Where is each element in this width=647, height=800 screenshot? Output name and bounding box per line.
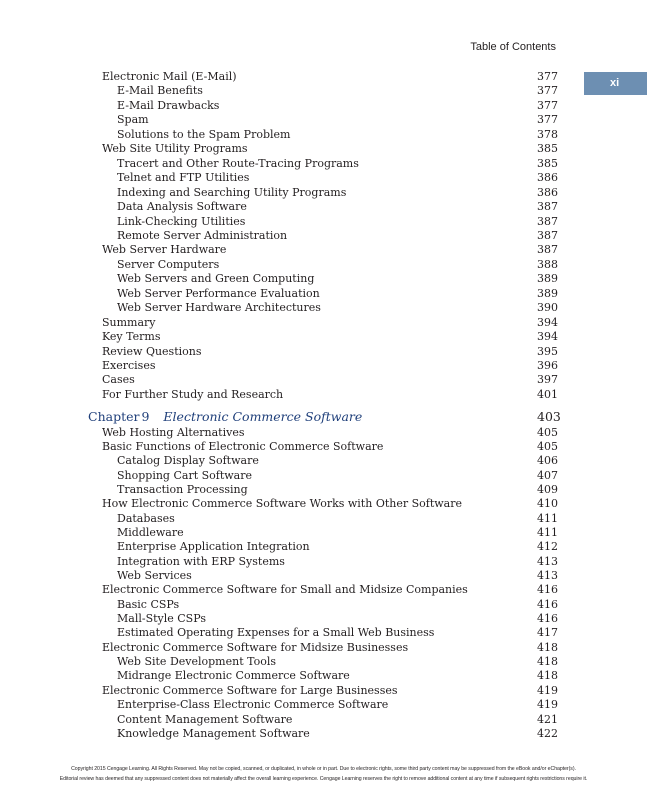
chapter-page: 403 (537, 409, 561, 424)
toc-entry-page: 390 (537, 301, 558, 315)
toc-entry-page: 394 (537, 315, 558, 329)
toc-entry-title: Web Services (117, 569, 192, 582)
toc-entry-title: Enterprise Application Integration (117, 540, 310, 554)
chapter-title-group (88, 409, 362, 425)
toc-entry-title: Key Terms (102, 330, 161, 344)
toc-entry-title: Web Hosting Alternatives (102, 425, 245, 439)
toc-entry-page: 405 (537, 439, 558, 453)
toc-entry-title: For Further Study and Research (102, 387, 284, 401)
chapter-title: Electronic Commerce Software (163, 409, 363, 424)
toc-entry-title: Basic Functions of Electronic Commerce Software (102, 439, 384, 453)
toc-entry-page: 416 (537, 583, 558, 597)
toc-entry-title: Enterprise-Class Electronic Commerce Software (117, 698, 389, 712)
chapter-label: Chapter (88, 409, 140, 424)
toc-entry-title: Middleware (117, 525, 184, 539)
toc-entry-title: Transaction Processing (117, 482, 248, 496)
toc-entry-page: 409 (537, 482, 558, 496)
toc-entry-title: E-Mail Drawbacks (117, 98, 220, 112)
toc-entry-page: 401 (537, 387, 558, 401)
toc-entry-page: 394 (537, 330, 558, 344)
toc-entry-page: 377 (537, 113, 558, 127)
toc-entry-page: 411 (537, 525, 558, 539)
toc-entry-page: 385 (537, 142, 558, 156)
toc-entry-page: 416 (537, 612, 558, 626)
toc-entry-title: Review Questions (102, 344, 202, 358)
toc-entry-page: 386 (537, 171, 558, 185)
toc-entry-page: 421 (537, 712, 558, 726)
toc-entry-page: 410 (537, 497, 558, 511)
toc-entry-title: Spam (117, 113, 149, 127)
toc-entry-page: 405 (537, 425, 558, 439)
toc-entry-page: 418 (537, 669, 558, 683)
toc-entry-title: Electronic Commerce Software for Small and Midsize Companies (102, 583, 468, 597)
toc-entry-title: Web Site Development Tools (117, 655, 277, 669)
toc-entry-page: 378 (537, 127, 558, 141)
toc-entry-title: Telnet and FTP Utilities (117, 171, 250, 185)
toc-entry-title: Data Analysis Software (117, 200, 247, 214)
toc-entry-page: 387 (537, 243, 558, 257)
copyright-line-2: Editorial review has deemed that any suppressed content does not materially affect the overall learning experience. Cengage Learning reserves the right to remove additional content at any time if subsequent rights restrictions require it. (59, 776, 588, 782)
toc-entry-page: 419 (537, 683, 558, 697)
toc-entry-title: Exercises (102, 359, 156, 372)
toc-entry-title: Summary (102, 315, 156, 329)
toc-entry-title: Indexing and Searching Utility Programs (117, 185, 347, 199)
toc-entry-page: 411 (537, 511, 558, 525)
toc-entry-title: How Electronic Commerce Software Works with Other Software (102, 497, 462, 511)
copyright-line-1: Copyright 2015 Cengage Learning. All Rights Reserved. May not be copied, scanned, or duplicated, in whole or in part. Due to electronic rights, some third party content may be suppressed from the eBook and/or eChapter(s). (71, 766, 576, 772)
toc-entry-title: Estimated Operating Expenses for a Small Web Business (117, 626, 435, 640)
toc-entry-page: 413 (537, 569, 558, 582)
toc-entry-title: Web Server Hardware (102, 243, 227, 257)
toc-entry-title: Midrange Electronic Commerce Software (117, 669, 350, 683)
toc-entry-page: 412 (537, 540, 558, 554)
toc-entry-title: Web Servers and Green Computing (117, 272, 315, 286)
toc-entry-page: 417 (537, 626, 558, 640)
toc-entry-page: 395 (537, 344, 558, 358)
toc-entry-title: Tracert and Other Route-Tracing Programs (117, 156, 359, 170)
toc-entry-page: 418 (537, 655, 558, 669)
toc-entry-title: Electronic Commerce Software for Midsize Businesses (102, 640, 409, 654)
toc-entry-page: 413 (537, 554, 558, 568)
toc-entry-page: 377 (537, 70, 558, 83)
toc-entry-title: E-Mail Benefits (117, 84, 203, 98)
toc-entry-page: 406 (537, 454, 558, 468)
toc-entry-title: Link-Checking Utilities (117, 214, 246, 228)
toc-entry-title: Cases (102, 373, 135, 387)
toc-entry-page: 389 (537, 286, 558, 300)
toc-entry-title: Remote Server Administration (117, 228, 288, 242)
toc-entry-title: Catalog Display Software (117, 454, 259, 468)
toc-entry-page: 389 (537, 272, 558, 286)
toc-entry-title: Mall-Style CSPs (117, 612, 206, 626)
running-head-title: Table of Contents (470, 41, 556, 53)
toc-entry-page: 422 (537, 726, 558, 740)
toc-entry-page: 418 (537, 640, 558, 654)
toc-entry-title: Databases (117, 511, 175, 525)
chapter-number: 9 (141, 409, 150, 424)
toc-entry-title: Solutions to the Spam Problem (117, 127, 291, 141)
toc-entry-page: 387 (537, 228, 558, 242)
toc-entry-title: Electronic Commerce Software for Large Businesses (102, 683, 398, 697)
toc-entry-page: 388 (537, 257, 558, 271)
toc-entry-title: Content Management Software (117, 712, 293, 726)
toc-entry-page: 419 (537, 698, 558, 712)
toc-entry-page: 377 (537, 84, 558, 98)
toc-entry-page: 387 (537, 200, 558, 214)
toc-entry-page: 385 (537, 156, 558, 170)
toc-entry-title: Web Site Utility Programs (102, 142, 248, 156)
toc-entry-title: Integration with ERP Systems (117, 554, 285, 568)
toc-entry-page: 416 (537, 597, 558, 611)
toc-entry-title: Web Server Hardware Architectures (117, 301, 321, 315)
page-number-tab: xi (584, 72, 647, 95)
toc-entry-title: Web Server Performance Evaluation (117, 286, 320, 300)
toc-entry-title: Electronic Mail (E-Mail) (102, 70, 237, 83)
toc-entry-page: 387 (537, 214, 558, 228)
toc-entry-title: Knowledge Management Software (117, 726, 310, 740)
toc-entry-page: 407 (537, 468, 558, 482)
toc-entry-page: 397 (537, 373, 558, 387)
toc-entry-title: Basic CSPs (117, 597, 180, 611)
toc-entry-title: Shopping Cart Software (117, 468, 253, 482)
toc-entry-page: 386 (537, 185, 558, 199)
toc-entry-title: Server Computers (117, 257, 220, 271)
toc-entry-page: 377 (537, 98, 558, 112)
toc-entry-page: 396 (537, 359, 558, 372)
